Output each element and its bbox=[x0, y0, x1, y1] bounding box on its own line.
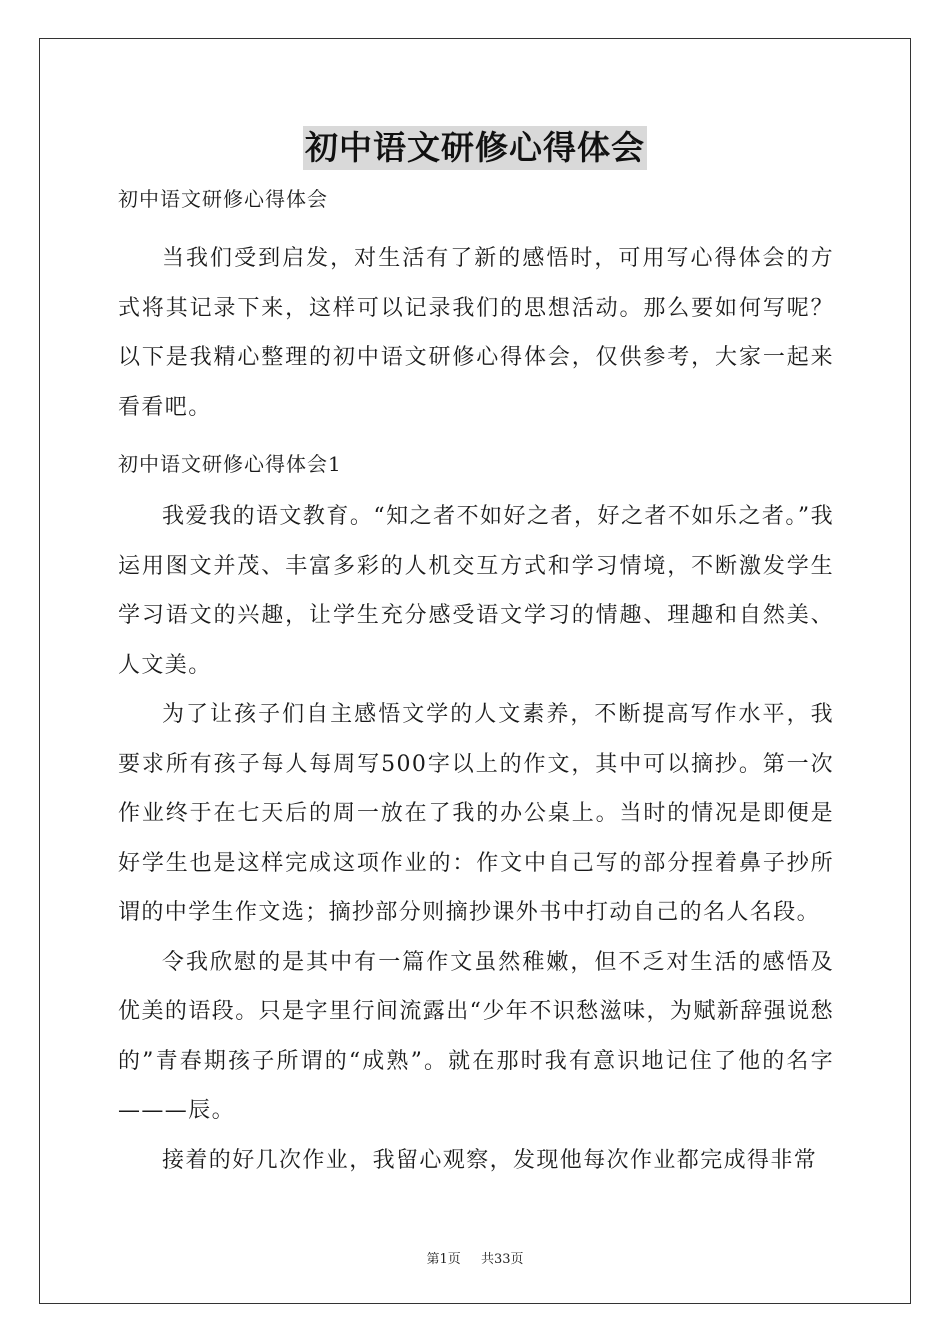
body-paragraph: 令我欣慰的是其中有一篇作文虽然稚嫩，但不乏对生活的感悟及优美的语段。只是字里行间流露出“少年不识愁滋味，为赋新辞强说愁的”青春期孩子所谓的“成熟”。就在那时我有意识地记住了他的名字———辰。 bbox=[118, 949, 834, 1123]
body-paragraph: 我爱我的语文教育。“知之者不如好之者，好之者不如乐之者。”我运用图文并茂、丰富多彩的人机交互方式和学习情境，不断激发学生学习语文的兴趣，让学生充分感受语文学习的情趣、理趣和自然美、人文美。 bbox=[118, 504, 834, 678]
intro-paragraph: 当我们受到启发，对生活有了新的感悟时，可用写心得体会的方式将其记录下来，这样可以记录我们的思想活动。那么要如何写呢？以下是我精心整理的初中语文研修心得体会，仅供参考，大家一起来看看吧。 bbox=[118, 246, 834, 420]
section-heading: 初中语文研修心得体会1 bbox=[118, 452, 342, 476]
page-number: 第1页 bbox=[426, 1252, 461, 1267]
body-paragraph: 接着的好几次作业，我留心观察，发现他每次作业都完成得非常 bbox=[162, 1147, 818, 1173]
body-paragraph: 为了让孩子们自主感悟文学的人文素养，不断提高写作水平，我要求所有孩子每人每周写500字以上的作文，其中可以摘抄。第一次作业终于在七天后的周一放在了我的办公桌上。当时的情况是即便是好学生也是这样完成这项作业的：作文中自己写的部分捏着鼻子抄所谓的中学生作文选；摘抄部分则摘抄课外书中打动自己的名人名段。 bbox=[118, 702, 834, 925]
document-body bbox=[118, 181, 834, 1185]
subheading-main: 初中语文研修心得体会 bbox=[118, 187, 328, 211]
title-container bbox=[0, 126, 950, 170]
page-total: 共33页 bbox=[480, 1252, 524, 1267]
page-footer bbox=[0, 1248, 950, 1267]
document-title: 初中语文研修心得体会 bbox=[303, 126, 647, 170]
